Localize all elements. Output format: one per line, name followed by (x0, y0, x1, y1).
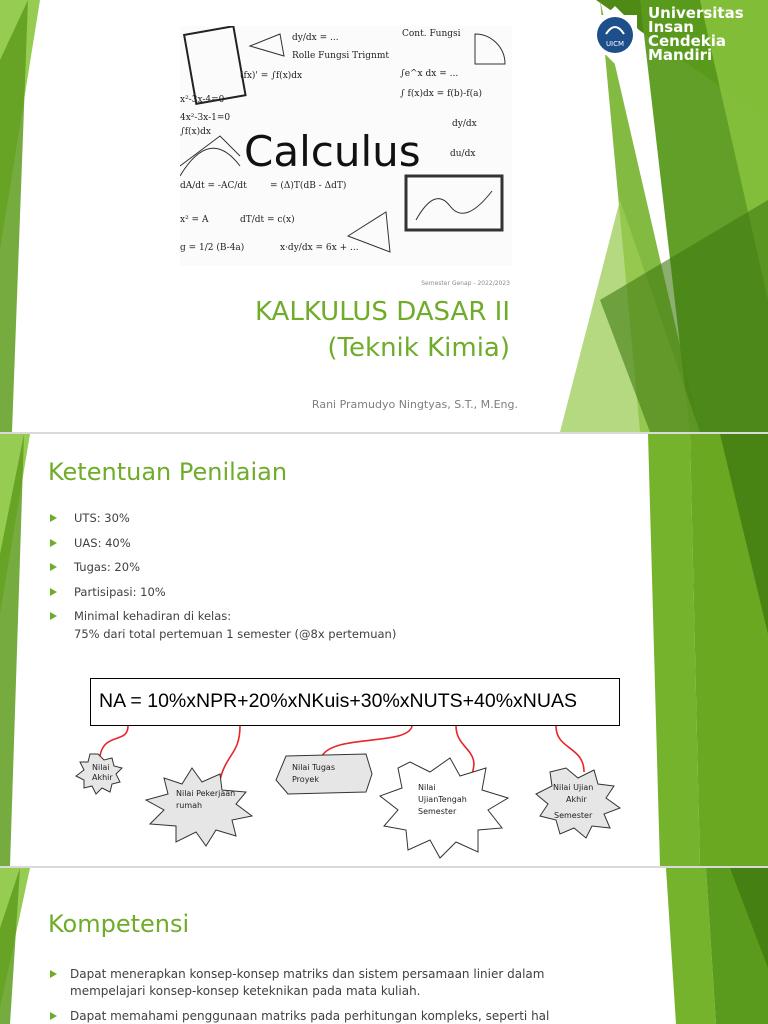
list-item: UAS: 40% (50, 535, 396, 560)
calculus-doodles (180, 26, 512, 266)
course-title-line1: KALKULUS DASAR II (254, 297, 510, 327)
list-item: Tugas: 20% (50, 559, 396, 584)
callout-na-text2: Akhir (92, 773, 113, 782)
list-item: Minimal kehadiran di kelas: (50, 608, 396, 626)
calculus-word: Calculus (244, 127, 421, 176)
svg-text:4x²-3x-1=0: 4x²-3x-1=0 (180, 113, 231, 123)
list-item (50, 1008, 590, 1024)
slide-title: Kompetensi (48, 910, 190, 938)
svg-text:∫e^x dx = ...: ∫e^x dx = ... (400, 69, 459, 79)
svg-text:Rolle Fungsi Trignmt: Rolle Fungsi Trignmt (292, 51, 389, 61)
callout-uts-text2: UjianTengah (418, 795, 467, 804)
logo-line1: Universitas (648, 4, 744, 22)
title-slide (0, 0, 768, 432)
course-title (180, 294, 510, 366)
list-item (50, 966, 590, 1000)
callout-tugas-shape (276, 754, 372, 794)
formula-callouts (0, 434, 768, 866)
bullet-arrow-icon (50, 1012, 57, 1020)
logo-line2: Insan (648, 18, 694, 36)
svg-text:x² = A: x² = A (180, 215, 209, 225)
callout-uas-text3: Semester (554, 811, 593, 820)
callout-uas-text1: Nilai Ujian (553, 783, 594, 792)
list-item: UTS: 30% (50, 510, 396, 535)
callout-tugas-text2: Proyek (292, 775, 319, 784)
svg-text:(fx)' = ∫f(x)dx: (fx)' = ∫f(x)dx (240, 71, 303, 81)
competency-slide (0, 868, 768, 1024)
callout-uas-text2: Akhir (566, 795, 587, 804)
logo-line4: Mandiri (648, 46, 713, 64)
university-logo (584, 4, 768, 64)
university-name (648, 6, 744, 62)
bullet-arrow-icon (50, 970, 57, 978)
author-name: Rani Pramudyo Ningtyas, S.T., M.Eng. (311, 398, 518, 411)
svg-text:du/dx: du/dx (450, 149, 476, 159)
list-item: Partisipasi: 10% (50, 584, 396, 609)
grading-slide (0, 434, 768, 866)
uicm-emblem-icon (584, 4, 646, 64)
logo-badge-text: UICM (605, 40, 625, 48)
svg-text:∫ f(x)dx = f(b)-f(a): ∫ f(x)dx = f(b)-f(a) (400, 89, 482, 99)
grade-formula: NA = 10%xNPR+20%xNKuis+30%xNUTS+40%xNUAS (90, 678, 620, 726)
svg-text:x·dy/dx = 6x + ...: x·dy/dx = 6x + ... (280, 243, 359, 253)
svg-text:g = 1/2 (B-4a): g = 1/2 (B-4a) (180, 243, 245, 253)
svg-text:∫f(x)dx: ∫f(x)dx (180, 127, 211, 137)
svg-text:x²-3x-4=0: x²-3x-4=0 (180, 95, 225, 105)
green-decoration (0, 868, 768, 1024)
callout-npr-text2: rumah (176, 801, 203, 810)
svg-text:dy/dx: dy/dx (452, 119, 477, 129)
calculus-illustration (180, 26, 512, 266)
svg-text:Cont. Fungsi: Cont. Fungsi (402, 29, 461, 39)
attendance-note: 75% dari total pertemuan 1 semester (@8x pertemuan) (74, 627, 397, 641)
course-title-line2: (Teknik Kimia) (327, 333, 510, 363)
svg-text:dy/dx = ...: dy/dx = ... (292, 33, 339, 43)
callout-tugas-text1: Nilai Tugas (292, 763, 335, 772)
svg-text:= (Δ)T(dB - ΔdT): = (Δ)T(dB - ΔdT) (270, 181, 347, 191)
callout-uts-text3: Semester (418, 807, 457, 816)
svg-text:dA/dt = -AC/dt: dA/dt = -AC/dt (180, 181, 247, 191)
callout-npr-text1: Nilai Pekerjaan (176, 789, 236, 798)
svg-text:dT/dt = c(x): dT/dt = c(x) (240, 215, 295, 225)
logo-line3: Cendekia (648, 32, 727, 50)
callout-uts-text1: Nilai (418, 783, 436, 792)
slide-title: Ketentuan Penilaian (48, 458, 288, 486)
callout-na-text1: Nilai (92, 763, 110, 772)
semester-label: Semester Genap - 2022/2023 (421, 280, 510, 287)
competency-text: Dapat memahami penggunaan matriks pada perhitungan kompleks, seperti hal (70, 1009, 550, 1023)
competency-text: Dapat menerapkan konsep-konsep matriks dan sistem persamaan linier dalam mempelajari konsep-konsep keteknikan pada mata kuliah. (70, 967, 545, 998)
